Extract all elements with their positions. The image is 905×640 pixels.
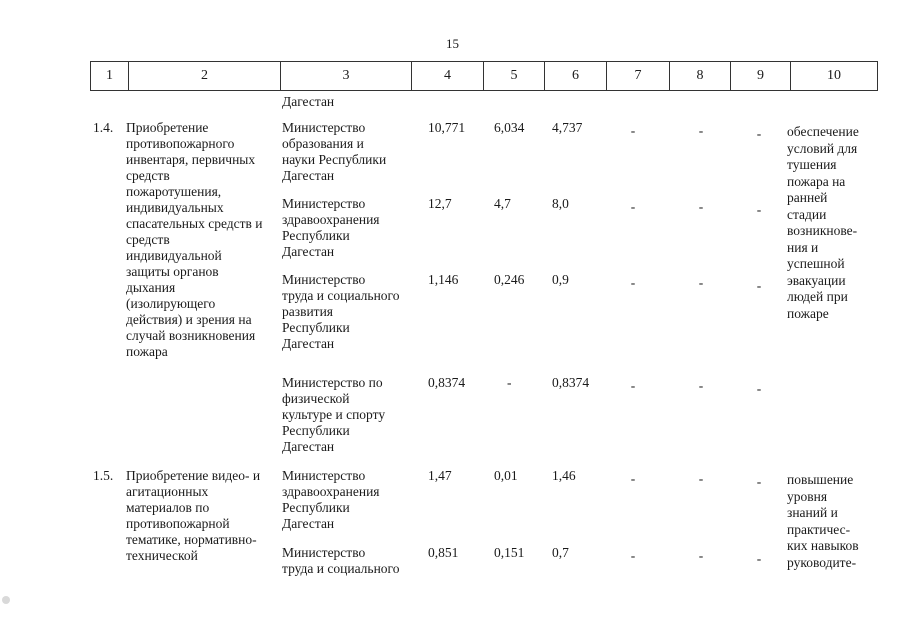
row-name-line: индивидуальных [126, 200, 224, 215]
row-number: 1.5. [93, 468, 114, 483]
row-name-line: защиты органов [126, 264, 219, 279]
row-result-line: условий для [787, 140, 858, 156]
column-header-8: 8 [670, 62, 731, 91]
row-result-line: ких навыков [787, 538, 859, 553]
row-name-line: дыхания [126, 280, 176, 295]
row-result-line: ранней [787, 190, 828, 205]
column-header-7: 7 [607, 62, 670, 91]
org-line: образования и [282, 136, 364, 151]
value-col8: - [698, 471, 704, 486]
page-number: 15 [446, 36, 459, 51]
org-line: Министерство [282, 545, 366, 560]
value-col8: - [698, 199, 704, 214]
row-name-line: средств [126, 168, 170, 183]
value-col5: 0,246 [494, 272, 525, 287]
column-header-10: 10 [791, 62, 878, 91]
row-result-line: пожара на [787, 173, 846, 189]
row-result-line: уровня [787, 488, 828, 504]
row-name-line: средств [126, 232, 170, 247]
row-name-line: противопожарного [126, 136, 235, 151]
org-line: науки Республики [282, 152, 387, 167]
value-col4: 0,8374 [428, 375, 466, 390]
value-col7: - [630, 275, 636, 290]
org-line: Республики [282, 228, 350, 243]
value-col6: 0,8374 [552, 375, 590, 390]
row-result-line: ния и [787, 239, 819, 255]
row-result-line: эвакуации [787, 272, 846, 288]
row-result-line: руководите- [787, 554, 857, 570]
row-result-line: обеспечение [787, 124, 859, 139]
row-result-line: тушения [787, 157, 837, 172]
scan-hole-mark [2, 596, 10, 604]
org-line: труда и социального [282, 561, 400, 576]
value-col8: - [698, 123, 704, 138]
org-line: физической [282, 391, 350, 406]
column-header-9: 9 [731, 62, 791, 91]
row-name-line: материалов по [126, 500, 210, 515]
column-header-4: 4 [412, 62, 484, 91]
org-line: Министерство [282, 196, 366, 211]
value-col6: 0,9 [552, 272, 569, 287]
row-name-line: технической [126, 548, 198, 563]
row-name-line: пожаротушения, [126, 184, 222, 199]
value-col7: - [630, 199, 636, 214]
row-result-line: пожаре [787, 305, 829, 321]
row-number: 1.4. [93, 120, 114, 135]
table-header [90, 61, 878, 91]
value-col8: - [698, 378, 704, 393]
org-line: культуре и спорту [282, 407, 386, 422]
org-line: Республики [282, 423, 350, 438]
value-col5: 0,01 [494, 468, 518, 483]
row-name-line: действия) и зрения на [126, 312, 252, 327]
value-col9: - [756, 202, 762, 217]
value-col5: 4,7 [494, 196, 511, 211]
column-header-5: 5 [484, 62, 545, 91]
value-col4: 12,7 [428, 196, 452, 211]
row-name-line: случай возникновения [126, 328, 256, 343]
row-name-line: индивидуальной [126, 248, 222, 263]
row-result-line: стадии [787, 206, 827, 222]
org-line: Дагестан [282, 516, 335, 531]
column-header-6: 6 [545, 62, 607, 91]
value-col7: - [630, 471, 636, 486]
org-line: Министерство по [282, 375, 383, 390]
value-col5: 0,151 [494, 545, 525, 560]
value-col9: - [756, 126, 762, 141]
value-col9: - [756, 551, 762, 566]
value-col7: - [630, 548, 636, 563]
value-col8: - [698, 548, 704, 563]
row-name-line: тематике, нормативно- [126, 532, 257, 547]
org-line: развития [282, 304, 334, 319]
value-col6: 8,0 [552, 196, 569, 211]
value-col7: - [630, 378, 636, 393]
value-col9: - [756, 381, 762, 396]
org-line: Республики [282, 320, 350, 335]
value-col5: - [507, 375, 512, 390]
value-col4: 1,47 [428, 468, 452, 483]
row-name-line: (изолирующего [126, 296, 216, 311]
org-line: труда и социального [282, 288, 400, 303]
value-col6: 0,7 [552, 545, 569, 560]
value-col4: 0,851 [428, 545, 459, 560]
row-name-line: пожара [126, 344, 168, 359]
row-result-line: возникнове- [787, 223, 858, 238]
org-line: Дагестан [282, 336, 335, 351]
value-col9: - [756, 474, 762, 489]
row-result-line: людей при [787, 289, 848, 304]
value-col9: - [756, 278, 762, 293]
row-result-line: практичес- [787, 521, 851, 537]
row-name-line: инвентаря, первичных [126, 152, 256, 167]
org-line: Министерство [282, 468, 366, 483]
row-result-line: успешной [787, 256, 845, 271]
value-col6: 4,737 [552, 120, 583, 135]
column-header-3: 3 [281, 62, 412, 91]
row-name-line: Приобретение видео- и [126, 468, 261, 483]
value-col4: 1,146 [428, 272, 459, 287]
value-col5: 6,034 [494, 120, 525, 135]
org-line: здравоохранения [282, 484, 380, 499]
column-header-1: 1 [91, 62, 129, 91]
value-col4: 10,771 [428, 120, 466, 135]
row-name-line: противопожарной [126, 516, 230, 531]
org-line: Дагестан [282, 439, 335, 454]
org-line: Дагестан [282, 244, 335, 259]
org-line: Министерство [282, 272, 366, 287]
row-result-line: повышение [787, 472, 854, 487]
org-line: Республики [282, 500, 350, 515]
column-header-2: 2 [129, 62, 281, 91]
row-name-line: спасательных средств и [126, 216, 263, 231]
row-result-line: знаний и [787, 505, 838, 520]
value-col8: - [698, 275, 704, 290]
row-name-line: агитационных [126, 484, 209, 499]
org-line: Дагестан [282, 168, 335, 183]
org-line: Министерство [282, 120, 366, 135]
continued-org-tail: Дагестан [282, 94, 335, 109]
row-name-line: Приобретение [126, 120, 209, 135]
value-col7: - [630, 123, 636, 138]
value-col6: 1,46 [552, 468, 576, 483]
org-line: здравоохранения [282, 212, 380, 227]
